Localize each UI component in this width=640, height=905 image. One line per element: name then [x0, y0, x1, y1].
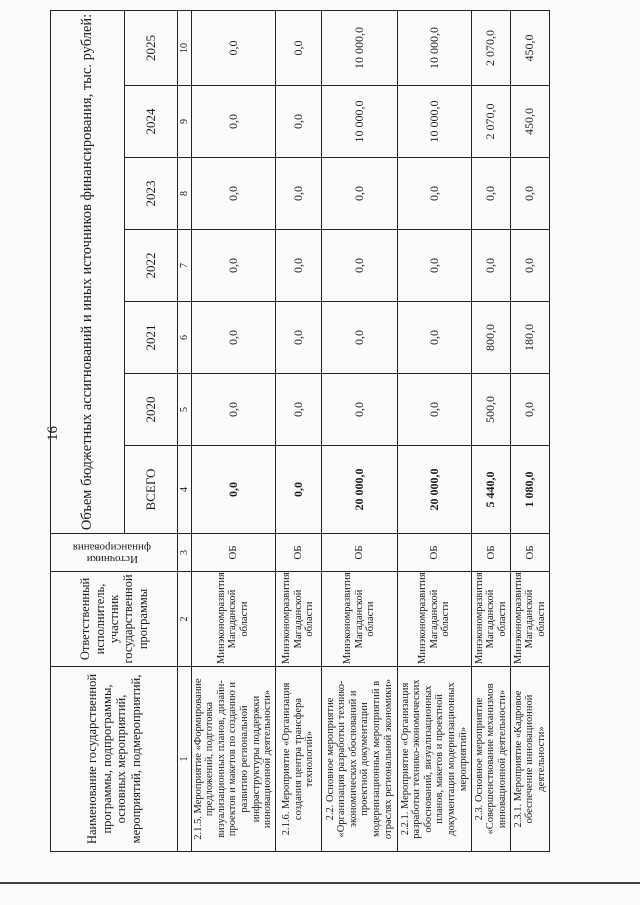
column-number: 2	[178, 572, 191, 667]
header-year: 2020	[124, 374, 178, 446]
column-number: 6	[178, 302, 191, 374]
row-value: 0,0	[471, 230, 510, 302]
row-value: 0,0	[510, 158, 549, 230]
header-executor: Ответственный исполнитель, участник государственной программы	[51, 572, 178, 667]
header-source: Источники финансирования	[51, 534, 178, 572]
row-value: 0,0	[191, 230, 275, 302]
row-value: 0,0	[275, 10, 321, 85]
row-total: 20 000,0	[397, 446, 471, 534]
page-number: 16	[45, 426, 61, 441]
row-name: 2.1.5. Мероприятие «Формирование предложений, подготовка визуализационных планов, дизайн-проектов и макетов по созданию и развитию региональной инфраструктуры поддержки инновационной деятельности»	[191, 667, 275, 852]
table-row	[471, 10, 510, 851]
row-value: 0,0	[321, 158, 397, 230]
table-row	[397, 10, 471, 851]
row-value: 0,0	[191, 302, 275, 374]
row-value: 2 070,0	[471, 10, 510, 85]
row-name: 2.2. Основное мероприятие «Организация разработки технико-экономических обоснований и проектной документации модернизационных мероприятий в отраслях региональной экономики»	[321, 667, 397, 852]
row-source: ОБ	[191, 534, 275, 572]
row-name: 2.3. Основное мероприятие «Совершенствование механизмов инновационной деятельности»	[471, 667, 510, 852]
row-total: 20 000,0	[321, 446, 397, 534]
header-total: ВСЕГО	[124, 446, 178, 534]
row-executor: Минэкономразвития Магаданской области	[510, 572, 549, 667]
row-value: 0,0	[191, 86, 275, 158]
row-source: ОБ	[471, 534, 510, 572]
row-value: 0,0	[191, 10, 275, 85]
column-number: 1	[178, 667, 191, 852]
row-value: 0,0	[321, 230, 397, 302]
row-value: 10 000,0	[397, 86, 471, 158]
table-container	[50, 13, 550, 852]
row-value: 0,0	[275, 158, 321, 230]
row-source: ОБ	[321, 534, 397, 572]
table-row	[191, 10, 275, 851]
header-funding: Объем бюджетных ассигнований и иных источников финансирования, тыс. рублей:	[51, 10, 125, 533]
row-value: 0,0	[275, 374, 321, 446]
header-year: 2024	[124, 86, 178, 158]
row-value: 2 070,0	[471, 86, 510, 158]
row-value: 0,0	[321, 302, 397, 374]
row-value: 0,0	[510, 374, 549, 446]
row-value: 0,0	[397, 374, 471, 446]
column-number: 3	[178, 534, 191, 572]
row-value: 0,0	[275, 86, 321, 158]
column-number-row	[178, 10, 191, 851]
row-executor: Минэкономразвития Магаданской области	[471, 572, 510, 667]
row-source: ОБ	[510, 534, 549, 572]
row-value: 800,0	[471, 302, 510, 374]
row-value: 180,0	[510, 302, 549, 374]
column-number: 5	[178, 374, 191, 446]
row-value: 10 000,0	[321, 86, 397, 158]
row-value: 500,0	[471, 374, 510, 446]
column-number: 9	[178, 86, 191, 158]
header-name: Наименование государственной программы, подпрограммы, основных мероприятий, мероприятий, подмероприятий,	[51, 667, 178, 852]
row-value: 0,0	[397, 158, 471, 230]
row-source: ОБ	[275, 534, 321, 572]
column-number: 4	[178, 446, 191, 534]
row-value: 450,0	[510, 10, 549, 85]
column-number: 8	[178, 158, 191, 230]
header-year: 2021	[124, 302, 178, 374]
table-row	[510, 10, 549, 851]
column-number: 10	[178, 10, 191, 85]
row-value: 0,0	[191, 158, 275, 230]
row-executor: Минэкономразвития Магаданской области	[397, 572, 471, 667]
table-row	[321, 10, 397, 851]
row-value: 10 000,0	[321, 10, 397, 85]
funding-table	[50, 10, 550, 852]
row-source: ОБ	[397, 534, 471, 572]
header-year: 2022	[124, 230, 178, 302]
row-value: 0,0	[510, 230, 549, 302]
row-total: 5 440,0	[471, 446, 510, 534]
row-value: 0,0	[397, 302, 471, 374]
header-year: 2025	[124, 10, 178, 85]
rotated-table-frame	[50, 13, 550, 852]
row-name: 2.1.6. Мероприятие «Организация создания центра трансфера технологий»	[275, 667, 321, 852]
column-number: 7	[178, 230, 191, 302]
row-total: 0,0	[191, 446, 275, 534]
row-executor: Минэкономразвития Магаданской области	[191, 572, 275, 667]
row-executor: Минэкономразвития Магаданской области	[321, 572, 397, 667]
scan-edge-line	[0, 882, 640, 884]
table-row	[275, 10, 321, 851]
row-value: 10 000,0	[397, 10, 471, 85]
header-year: 2023	[124, 158, 178, 230]
row-value: 0,0	[397, 230, 471, 302]
row-total: 1 080,0	[510, 446, 549, 534]
row-name: 2.2.1. Мероприятие «Организация разработки технико-экономических обоснований, визуализационных планов, макетов и проектной документации модернизационных мероприятий»	[397, 667, 471, 852]
row-value: 0,0	[275, 230, 321, 302]
row-value: 0,0	[191, 374, 275, 446]
row-value: 0,0	[471, 158, 510, 230]
row-value: 450,0	[510, 86, 549, 158]
row-value: 0,0	[321, 374, 397, 446]
row-value: 0,0	[275, 302, 321, 374]
row-total: 0,0	[275, 446, 321, 534]
row-name: 2.3.1. Мероприятие «Кадровое обеспечение инновационной деятельности»	[510, 667, 549, 852]
row-executor: Минэкономразвития Магаданской области	[275, 572, 321, 667]
